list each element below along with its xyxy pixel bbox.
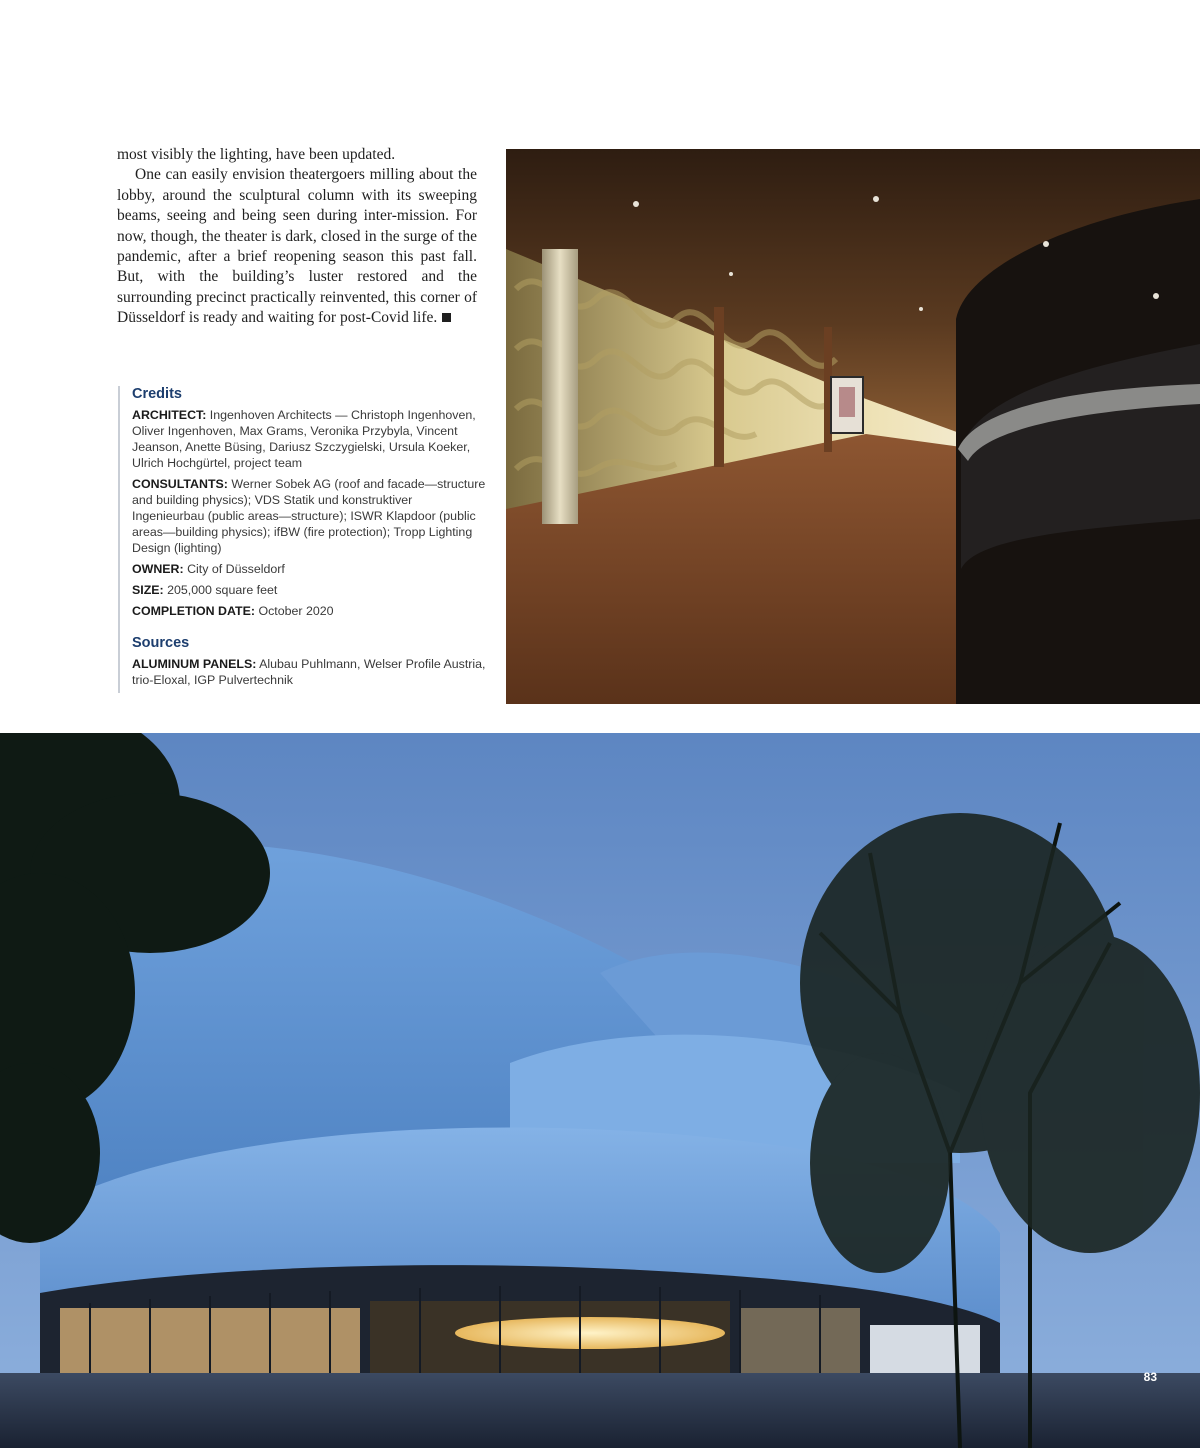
source-aluminum-panels [132, 656, 486, 688]
credit-architect [132, 407, 486, 471]
source-panels-label: ALUMINUM PANELS: [132, 657, 257, 671]
credits-box [118, 386, 486, 693]
credit-owner [132, 561, 486, 577]
display-sign-poster [839, 387, 855, 417]
end-mark-icon [442, 313, 451, 322]
lobby-beam-post [714, 307, 724, 467]
credit-completion-label: COMPLETION DATE: [132, 604, 255, 618]
credit-size-label: SIZE: [132, 583, 164, 597]
credits-heading: Credits [132, 386, 182, 402]
credit-architect-value: Ingenhoven Architects — Christoph Ingenhoven, Oliver Ingenhoven, Max Grams, Veronika Przybyla, Vincent Jeanson, Anette Büsing, Dariusz Szczygielski, Ursula Koeker, Ulrich Hochgürtel, project team [132, 408, 476, 470]
article-body [117, 145, 477, 329]
credit-owner-value: City of Düsseldorf [187, 562, 285, 576]
credit-consultants-value: Werner Sobek AG (roof and facade—structure and building physics); VDS Statik und konstruktiver Ingenieurbau (public areas—structure); ISWR Klapdoor (public areas—building physics); ifBW (fire protection); Tropp Lighting Design (lighting) [132, 477, 486, 555]
lobby-illustration [506, 149, 1200, 704]
credit-completion-value: October 2020 [258, 604, 334, 618]
credit-size-value: 205,000 square feet [167, 583, 278, 597]
plaza-ground [0, 1373, 1200, 1448]
lit-foyer-right [740, 1308, 860, 1373]
exterior-illustration [0, 733, 1200, 1448]
entrance-wall [870, 1325, 980, 1373]
credit-consultants [132, 476, 486, 556]
exterior-photo [0, 733, 1200, 1448]
article-paragraph-2-text: One can easily envision theatergoers milling about the lobby, around the sculptural column with its sweeping beams, seeing and being seen during inter-mission. For now, though, the theater is dark, closed in the surge of the pandemic, after a brief reopening season this past fall. But, with the building’s luster restored and the surrounding precinct practically reinvented, this corner of Düsseldorf is ready and waiting for post-Covid life. [117, 166, 477, 327]
lobby-photo [506, 149, 1200, 704]
page-number: 83 [1143, 1370, 1157, 1384]
article-paragraph-2 [117, 165, 477, 328]
sources-heading: Sources [132, 635, 190, 651]
glowing-ring [455, 1317, 725, 1349]
source-panels-value: Alubau Puhlmann, Welser Profile Austria, trio-Eloxal, IGP Pulvertechnik [132, 657, 486, 687]
credit-completion [132, 603, 486, 619]
lobby-column [542, 249, 578, 524]
credit-architect-label: ARCHITECT: [132, 408, 207, 422]
credit-consultants-label: CONSULTANTS: [132, 477, 228, 491]
credit-size [132, 582, 486, 598]
credit-owner-label: OWNER: [132, 562, 184, 576]
article-paragraph-1: most visibly the lighting, have been updated. [117, 146, 396, 163]
